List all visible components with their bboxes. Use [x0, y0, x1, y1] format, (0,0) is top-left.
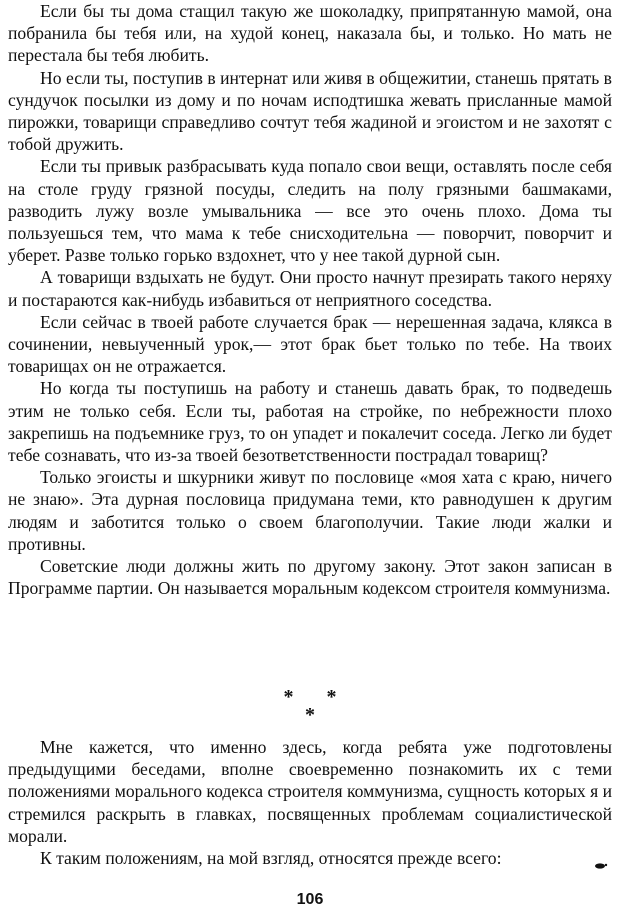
main-text-top	[8, 0, 612, 599]
main-text-bottom	[8, 736, 612, 869]
paragraph-10: К таким положениям, на мой взгляд, относятся прежде всего:	[40, 848, 502, 869]
paragraph-9: Мне кажется, что именно здесь, когда ребята уже подготовлены предыдущими беседами, вполне своевременно познакомить их с теми положениями морального кодекса строителя коммунизма, сущность которых я и стремился раскрыть в главках, посвященных проблемам социалистической морали.	[8, 737, 612, 846]
separator-asterisk: *	[283, 686, 294, 708]
separator-row-bottom	[0, 706, 620, 724]
paragraph-1: Если бы ты дома стащил такую же шоколадку, припрятанную мамой, она побранила бы тебя или, на худой конец, наказала бы, и только. Но мать не перестала бы тебя любить.	[8, 1, 612, 66]
ink-blot-mark	[594, 862, 608, 870]
paragraph-4: А товарищи вздыхать не будут. Они просто начнут презирать такого неряху и постараются как-нибудь избавиться от неприятного соседства.	[8, 267, 612, 310]
paragraph-3: Если ты привык разбрасывать куда попало свои вещи, оставлять после себя на столе груду грязной посуды, следить на полу грязными башмаками, разводить лужу возле умывальника — все это очень плохо. Дома ты пользуешься тем, что мама к тебе снисходительна — поворчит, поворчит и уберет. Разве только горько вздохнет, что у нее такой дурной сын.	[8, 156, 612, 266]
paragraph-5: Если сейчас в твоей работе случается брак — нерешенная задача, клякса в сочинении, невыученный урок,— этот брак бьет только по тебе. На твоих товарищах он не отражается.	[8, 311, 612, 377]
paragraph-8: Советские люди должны жить по другому закону. Этот закон записан в Программе партии. Он называется моральным кодексом строителя коммунизма.	[8, 556, 612, 599]
paragraph-2: Но если ты, поступив в интернат или живя в общежитии, станешь прятать в сундучок посылки из дому и по ночам исподтишка жевать присланные мамой пирожки, товарищи справедливо сочтут тебя жадиной и эгоистом и не захотят с тобой дружить.	[8, 67, 612, 155]
paragraph-6: Но когда ты поступишь на работу и станешь давать брак, то подведешь этим не только себя. Если ты, работая на стройке, по небрежности плохо закрепишь на подъемнике груз, то он упадет и покалечит соседа. Легко ли будет тебе сознавать, что из-за твоей безответственности пострадал товарищ?	[8, 378, 612, 466]
section-separator	[0, 688, 620, 732]
page-number: 106	[296, 891, 324, 908]
separator-asterisk: *	[326, 686, 337, 708]
paragraph-7: Только эгоисты и шкурники живут по пословице «моя хата с краю, ничего не знаю». Эта дурная пословица придумана теми, кто равнодушен к другим людям и заботится только о своем благополучии. Такие люди жалки и противны.	[8, 467, 612, 554]
separator-asterisk: *	[305, 704, 315, 726]
